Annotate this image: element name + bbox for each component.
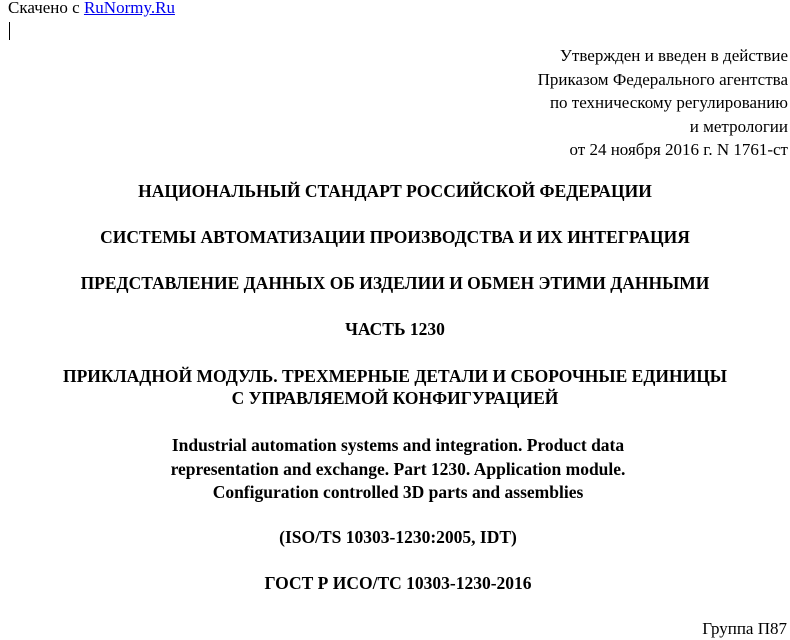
standard-type-title: НАЦИОНАЛЬНЫЙ СТАНДАРТ РОССИЙСКОЙ ФЕДЕРАЦИИ — [138, 181, 652, 201]
approval-block — [538, 44, 788, 162]
part-title: ЧАСТЬ 1230 — [345, 319, 445, 339]
approval-line: по техническому регулированию — [549, 93, 788, 112]
runormy-link[interactable]: RuNormy.Ru — [83, 0, 175, 17]
english-title-line: representation and exchange. Part 1230. Application module. — [170, 458, 626, 479]
approval-line: Утвержден и введен в действие — [559, 46, 788, 65]
source-prefix: Скачено с — [8, 0, 80, 17]
gost-number: ГОСТ Р ИСО/ТС 10303-1230-2016 — [264, 573, 532, 593]
approval-line: от 24 ноября 2016 г. N 1761-ст — [569, 140, 788, 159]
module-title-line2: С УПРАВЛЯЕМОЙ КОНФИГУРАЦИЕЙ — [231, 388, 559, 408]
module-title-line1: ПРИКЛАДНОЙ МОДУЛЬ. ТРЕХМЕРНЫЕ ДЕТАЛИ И СБОРОЧНЫЕ ЕДИНИЦЫ — [63, 366, 727, 386]
series-title: СИСТЕМЫ АВТОМАТИЗАЦИИ ПРОИЗВОДСТВА И ИХ ИНТЕГРАЦИЯ — [100, 227, 690, 247]
approval-line: и метрологии — [689, 116, 788, 136]
source-line — [8, 0, 175, 18]
subseries-title: ПРЕДСТАВЛЕНИЕ ДАННЫХ ОБ ИЗДЕЛИИ И ОБМЕН ЭТИМИ ДАННЫМИ — [80, 273, 710, 293]
english-title — [0, 434, 790, 505]
english-title-line: Industrial automation systems and integration. Product data — [171, 435, 625, 455]
group-code: Группа П87 — [702, 619, 787, 638]
text-cursor — [9, 22, 10, 40]
iso-reference: (ISO/TS 10303-1230:2005, IDT) — [279, 527, 517, 547]
english-title-line: Configuration controlled 3D parts and assemblies — [212, 482, 584, 502]
approval-line: Приказом Федерального агентства — [537, 69, 788, 89]
